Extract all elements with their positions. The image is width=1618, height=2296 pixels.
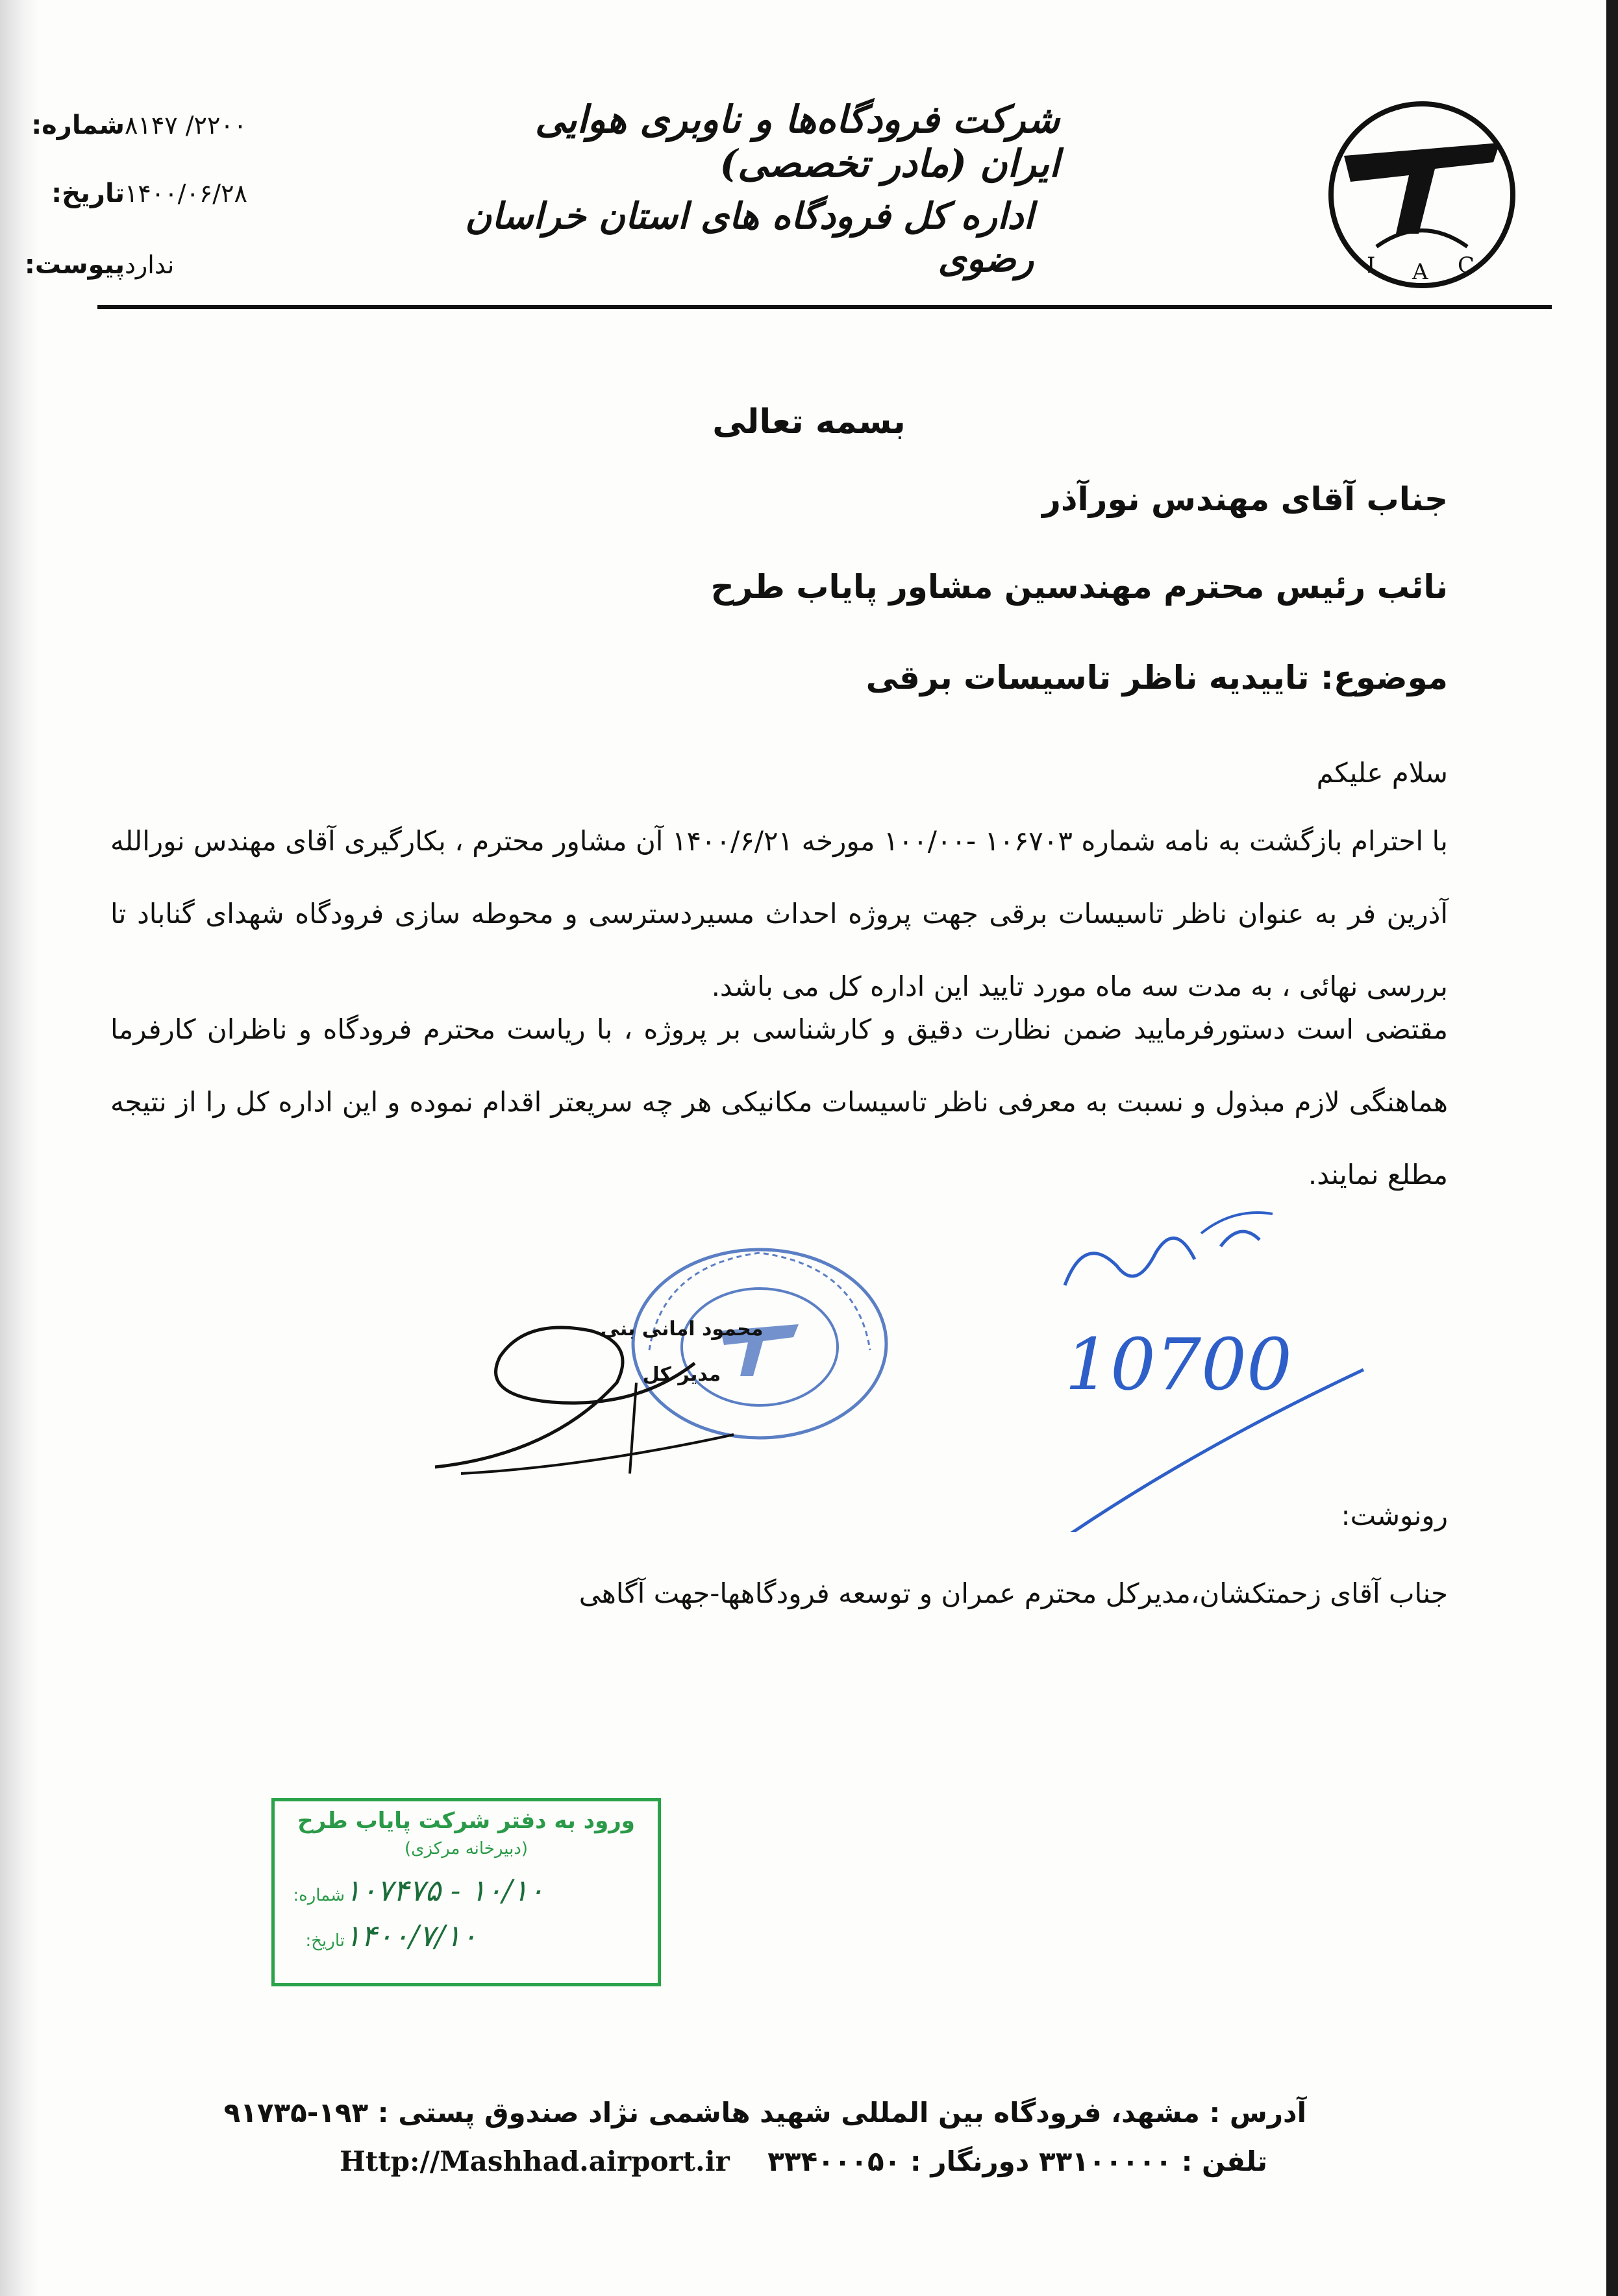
handwritten-note-icon <box>1026 1194 1389 1532</box>
footer-contact <box>99 2145 1267 2177</box>
footer-website-link[interactable]: Http://Mashhad.airport.ir <box>340 2145 730 2177</box>
scan-edge-right <box>1606 0 1618 2296</box>
letter-subject: موضوع: تاییدیه ناظر تاسیسات برقی <box>865 659 1448 697</box>
signer-name: محمود امانی بنی <box>600 1318 764 1340</box>
header-divider <box>97 305 1552 309</box>
footer-phone: تلفن : ۳۳۱۰۰۰۰۰ دورنگار : ۳۳۴۰۰۰۵۰ <box>767 2145 1267 2177</box>
stamp-subtitle: (دبیرخانه مرکزی) <box>404 1839 529 1858</box>
logo-letter-a: A <box>1412 259 1428 285</box>
logo-letter-i: I <box>1367 253 1376 278</box>
scan-edge-left <box>0 0 39 2296</box>
salutation: سلام علیکم <box>1316 757 1448 789</box>
letter-date-value: ۱۴۰۰/۰۶/۲۸ <box>125 179 247 208</box>
bismillah-heading: بسمه تعالی <box>712 402 906 441</box>
incoming-stamp <box>271 1798 661 1986</box>
letter-number-row <box>31 110 430 140</box>
letter-date-row <box>40 179 430 208</box>
stamp-title: ورود به دفتر شرکت پایاب طرح <box>297 1808 635 1834</box>
letter-number-value: ۲۲۰۰/ ۸۱۴۷ <box>125 111 247 140</box>
body-paragraph-1: با احترام بازگشت به نامه شماره ۱۰۶۷۰۳ -۱۰۰/۰۰ مورخه ۱۴۰۰/۶/۲۱ آن مشاور محترم ، بکارگیری آقای مهندس نورالله آذرین فر به عنوان ناظر تاسیسات برقی جهت پروژه احداث مسیردسترسی و محوطه سازی فرودگاه شهدای گناباد تا بررسی نهائی ، به مدت سه ماه مورد تایید این اداره کل می باشد. <box>110 825 1448 1002</box>
cc-label: رونوشت: <box>1341 1500 1448 1531</box>
stamp-number-row <box>286 1873 650 1908</box>
recipient-title: نائب رئیس محترم مهندسین مشاور پایاب طرح <box>710 568 1448 606</box>
letter-date-label: تاریخ: <box>51 179 125 208</box>
letter-number-label: شماره: <box>31 110 125 140</box>
stamp-number-value: ۱۰۷۴۷۵ - ۱۰/۱۰ <box>345 1873 545 1908</box>
org-name: اداره کل فرودگاه های استان خراسان رضوی <box>465 195 1034 280</box>
stamp-date-label: تاریخ: <box>305 1931 345 1951</box>
iac-logo-icon <box>1305 97 1539 292</box>
letter-attachment-label: پیوست: <box>24 250 125 280</box>
stamp-number-label: شماره: <box>293 1886 345 1905</box>
company-name: شرکت فرودگاه‌ها و ناوبری هوایی ایران (مادر تخصصی) <box>535 97 1060 186</box>
footer-address: آدرس : مشهد، فرودگاه بین المللی شهید هاشمی نژاد صندوق پستی : ۱۹۳-۹۱۷۳۵ <box>223 2097 1306 2129</box>
letter-attachment-row <box>24 250 430 280</box>
cc-recipient: جناب آقای زحمتکشان،مدیرکل محترم عمران و توسعه فرودگاهها-جهت آگاهی <box>579 1577 1448 1609</box>
recipient-name: جناب آقای مهندس نورآذر <box>1042 480 1448 518</box>
stamp-date-value: ۱۴۰۰/۷/۱۰ <box>345 1918 477 1953</box>
signer-role: مدیر کل <box>642 1363 721 1386</box>
body-paragraph-2: مقتضی است دستورفرمایید ضمن نظارت دقیق و کارشناسی بر پروژه ، با ریاست محترم فرودگاه و ناظران کارفرما هماهنگی لازم مبذول و نسبت به معرفی ناظر تاسیسات مکانیکی هر چه سریعتر اقدام نموده و این اداره کل را از نتیجه مطلع نمایند. <box>110 1013 1448 1191</box>
logo-letter-c: C <box>1458 253 1475 278</box>
letter-attachment-value: ندارد <box>125 251 175 279</box>
stamp-date-row <box>286 1918 650 1953</box>
handwritten-number: 10700 <box>1065 1323 1292 1406</box>
